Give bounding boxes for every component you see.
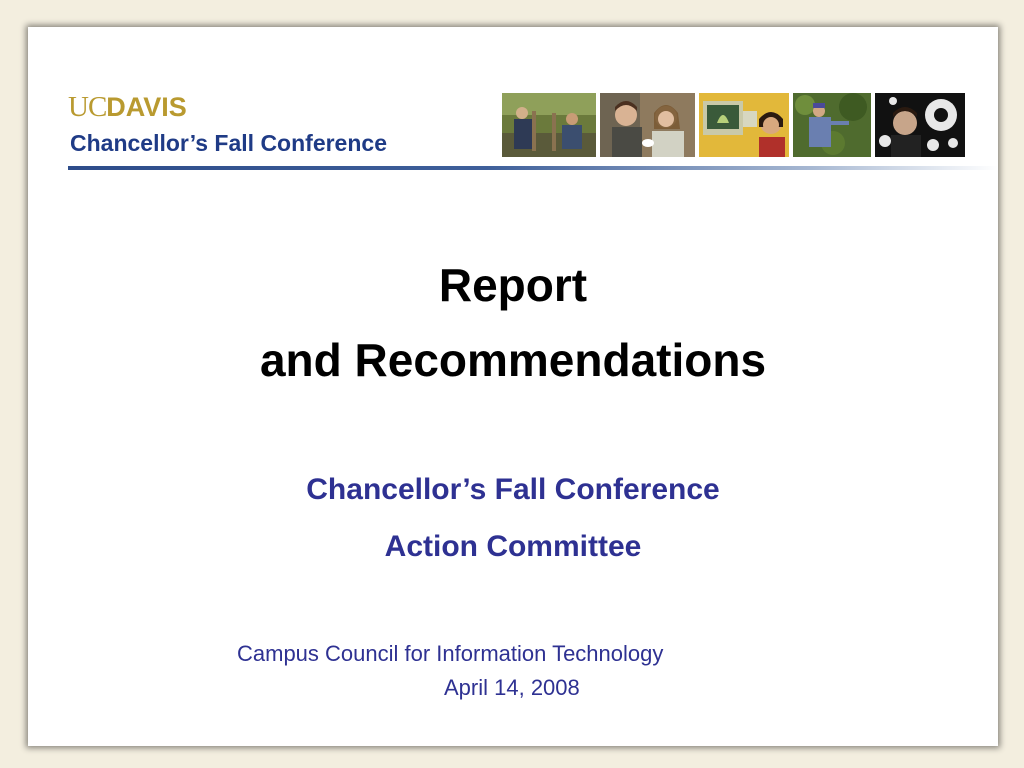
logo-davis-text: DAVIS xyxy=(106,92,187,122)
orchard-worker-photo xyxy=(793,93,871,157)
field-workers-photo xyxy=(502,93,596,157)
council-name: Campus Council for Information Technology xyxy=(237,641,664,666)
researchers-photo xyxy=(600,93,695,157)
presentation-date: April 14, 2008 xyxy=(444,675,580,700)
header-divider xyxy=(68,166,998,170)
ucdavis-logo xyxy=(68,91,187,123)
slide xyxy=(28,27,998,746)
title-line-1: Report xyxy=(438,259,588,311)
subtitle-line-1: Chancellor’s Fall Conference xyxy=(306,473,720,506)
logo-uc-text: UC xyxy=(68,91,107,123)
title-line-2: and Recommendations xyxy=(259,334,767,386)
scientist-model-photo xyxy=(875,93,965,157)
subtitle-line-2: Action Committee xyxy=(384,530,642,563)
photo-strip xyxy=(502,93,965,157)
computer-lab-photo xyxy=(699,93,789,157)
header-conference-title: Chancellor’s Fall Conference xyxy=(70,130,387,156)
